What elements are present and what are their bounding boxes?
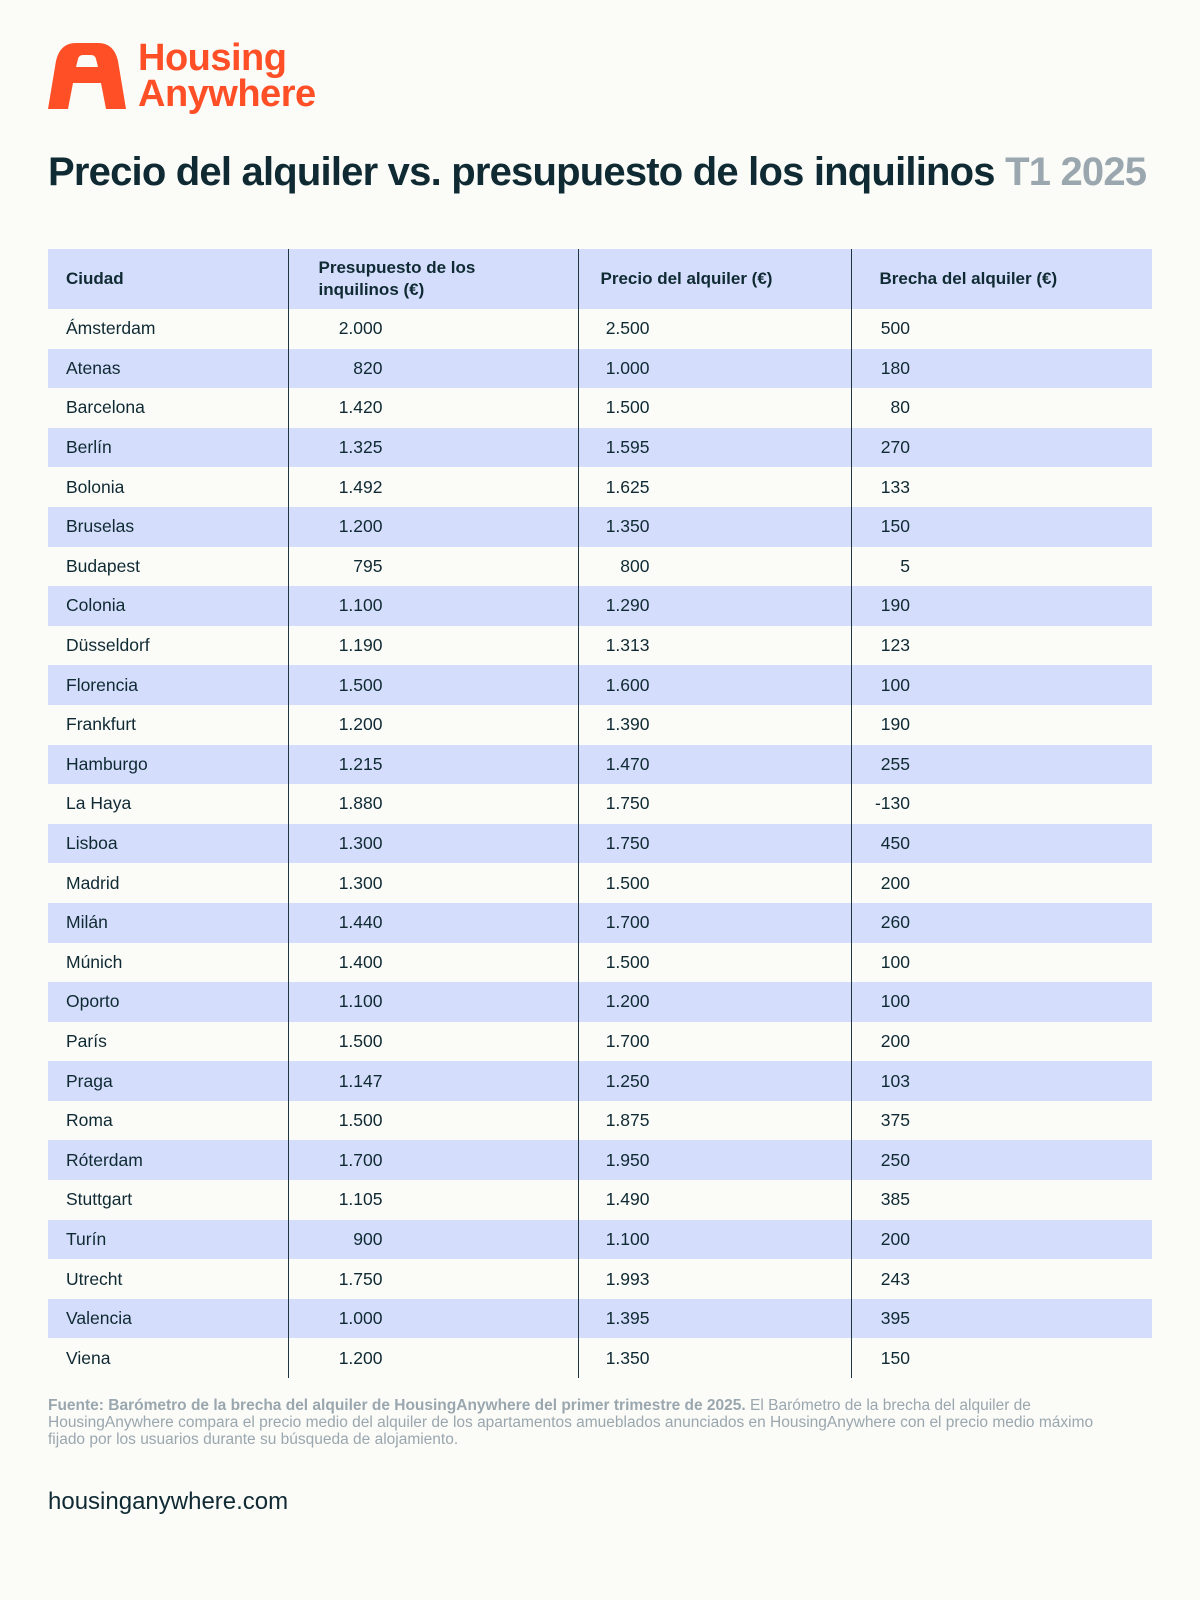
- table-row: [48, 507, 1152, 547]
- cell-city: Colonia: [48, 586, 288, 626]
- cell-gap: 80: [851, 388, 1152, 428]
- cell-gap: 200: [851, 1022, 1152, 1062]
- cell-rent: 1.625: [578, 467, 851, 507]
- cell-city: Valencia: [48, 1299, 288, 1339]
- table-row: [48, 824, 1152, 864]
- cell-budget: 1.300: [288, 863, 578, 903]
- cell-city: Stuttgart: [66, 1189, 133, 1210]
- cell-gap: 250: [851, 1140, 1152, 1180]
- cell-rent: 1.200: [578, 982, 851, 1022]
- cell-budget: 1.105: [288, 1180, 578, 1220]
- cell-budget: 1.880: [288, 784, 578, 824]
- cell-gap: 5: [851, 547, 1152, 587]
- cell-gap: 385: [851, 1180, 1152, 1220]
- cell-budget: 1.700: [288, 1140, 578, 1180]
- cell-rent: 1.470: [578, 745, 851, 785]
- cell-gap: 123: [851, 626, 1152, 666]
- cell-budget: 900: [288, 1220, 578, 1260]
- cell-rent: 1.313: [578, 626, 851, 666]
- table-row: [48, 903, 1152, 943]
- header-budget: Presupuesto de los inquilinos (€): [288, 249, 578, 309]
- cell-gap: 200: [851, 1220, 1152, 1260]
- table-row: [48, 586, 1152, 626]
- cell-city: Turín: [48, 1220, 288, 1260]
- cell-rent: 1.875: [578, 1101, 851, 1141]
- table-row: [48, 1220, 1152, 1260]
- cell-gap: 500: [851, 309, 1152, 349]
- cell-rent: 1.350: [578, 1338, 851, 1378]
- cell-budget: 2.000: [288, 309, 578, 349]
- cell-rent: 2.500: [578, 309, 851, 349]
- cell-budget: 1.325: [288, 428, 578, 468]
- cell-rent: 1.600: [578, 665, 851, 705]
- brand-line1: Housing: [138, 37, 287, 79]
- table-row: [48, 665, 1152, 705]
- source-note: [48, 1397, 1108, 1448]
- cell-rent: 1.390: [578, 705, 851, 745]
- cell-gap: 395: [851, 1299, 1152, 1339]
- cell-rent: 1.490: [578, 1180, 851, 1220]
- cell-gap: 375: [851, 1101, 1152, 1141]
- header-rent: Precio del alquiler (€): [578, 249, 851, 309]
- title-main: Precio del alquiler vs. presupuesto de los inquilinos: [48, 150, 995, 194]
- cell-gap: 103: [851, 1061, 1152, 1101]
- table-row: [48, 705, 1152, 745]
- cell-city: Lisboa: [48, 824, 288, 864]
- brand-logo: [48, 37, 316, 115]
- table-row: [48, 1299, 1152, 1339]
- table-row: [48, 309, 1152, 349]
- cell-city: Bruselas: [48, 507, 288, 547]
- cell-gap: 100: [851, 982, 1152, 1022]
- table-row: [48, 784, 1152, 824]
- cell-city: Budapest: [66, 555, 140, 576]
- cell-gap: 450: [851, 824, 1152, 864]
- cell-gap: 100: [851, 665, 1152, 705]
- cell-city: Viena: [66, 1347, 111, 1368]
- housinganywhere-logo-icon: [48, 43, 126, 109]
- cell-gap: -130: [851, 784, 1152, 824]
- table-row: [48, 388, 1152, 428]
- cell-rent: 1.250: [578, 1061, 851, 1101]
- cell-rent: 1.100: [578, 1220, 851, 1260]
- table-row: [48, 547, 1152, 587]
- cell-city: Múnich: [66, 951, 123, 972]
- page-title: [48, 150, 1146, 195]
- cell-city: Berlín: [48, 428, 288, 468]
- cell-city: Praga: [48, 1061, 288, 1101]
- cell-gap: 133: [851, 467, 1152, 507]
- cell-rent: 1.500: [578, 943, 851, 983]
- cell-city: Barcelona: [66, 397, 145, 418]
- cell-rent: 1.395: [578, 1299, 851, 1339]
- website-url: housinganywhere.com: [48, 1488, 289, 1515]
- cell-city: Oporto: [48, 982, 288, 1022]
- cell-budget: 1.100: [288, 586, 578, 626]
- cell-city: Florencia: [48, 665, 288, 705]
- cell-city: Frankfurt: [66, 714, 137, 735]
- cell-city: Roma: [66, 1110, 113, 1131]
- brand-line2: Anywhere: [138, 73, 316, 115]
- cell-gap: 260: [851, 903, 1152, 943]
- table-row: [48, 428, 1152, 468]
- table-row: [48, 745, 1152, 785]
- table-row: [48, 1101, 1152, 1141]
- cell-rent: 1.700: [578, 903, 851, 943]
- title-period: T1 2025: [1005, 150, 1147, 194]
- cell-gap: 243: [851, 1259, 1152, 1299]
- cell-city: Madrid: [66, 872, 120, 893]
- cell-budget: 1.100: [288, 982, 578, 1022]
- cell-budget: 1.200: [288, 705, 578, 745]
- cell-city: Düsseldorf: [66, 635, 150, 656]
- cell-city: Atenas: [48, 349, 288, 389]
- source-text: El Barómetro de la brecha del alquiler de HousingAnywhere compara el precio medio del alquiler de los apartamentos amueblados anunciados en HousingAnywhere con el precio medio máximo fijado por los usuarios durante su búsqueda de alojamiento.: [48, 1397, 1094, 1448]
- table-row: [48, 1140, 1152, 1180]
- cell-rent: 1.950: [578, 1140, 851, 1180]
- cell-budget: 1.147: [288, 1061, 578, 1101]
- table-header-row: [48, 249, 1152, 309]
- cell-budget: 1.420: [288, 388, 578, 428]
- cell-rent: 1.500: [578, 863, 851, 903]
- cell-rent: 1.000: [578, 349, 851, 389]
- cell-rent: 1.750: [578, 824, 851, 864]
- source-bold: Fuente: Barómetro de la brecha del alquiler de HousingAnywhere del primer trimestre de 2025.: [48, 1397, 746, 1414]
- cell-rent: 1.595: [578, 428, 851, 468]
- cell-rent: 1.993: [578, 1259, 851, 1299]
- table-row: [48, 863, 1152, 903]
- cell-city: Utrecht: [66, 1268, 123, 1289]
- table-row: [48, 1180, 1152, 1220]
- rent-table: [48, 249, 1152, 1378]
- cell-city: París: [66, 1030, 107, 1051]
- cell-rent: 1.700: [578, 1022, 851, 1062]
- table-row: [48, 1259, 1152, 1299]
- cell-gap: 180: [851, 349, 1152, 389]
- cell-rent: 1.500: [578, 388, 851, 428]
- cell-budget: 1.300: [288, 824, 578, 864]
- cell-budget: 1.215: [288, 745, 578, 785]
- table-row: [48, 626, 1152, 666]
- cell-city: Ámsterdam: [66, 318, 156, 339]
- cell-budget: 1.750: [288, 1259, 578, 1299]
- header-city: Ciudad: [48, 249, 288, 309]
- header-gap: Brecha del alquiler (€): [851, 249, 1152, 309]
- cell-budget: 795: [288, 547, 578, 587]
- cell-gap: 255: [851, 745, 1152, 785]
- table-row: [48, 982, 1152, 1022]
- cell-budget: 1.440: [288, 903, 578, 943]
- cell-city: Milán: [48, 903, 288, 943]
- table-row: [48, 1022, 1152, 1062]
- cell-gap: 150: [851, 1338, 1152, 1378]
- cell-budget: 1.200: [288, 507, 578, 547]
- table-row: [48, 1061, 1152, 1101]
- cell-rent: 1.350: [578, 507, 851, 547]
- cell-gap: 270: [851, 428, 1152, 468]
- cell-rent: 1.290: [578, 586, 851, 626]
- cell-gap: 200: [851, 863, 1152, 903]
- brand-wordmark: [138, 37, 316, 115]
- cell-rent: 1.750: [578, 784, 851, 824]
- cell-budget: 1.000: [288, 1299, 578, 1339]
- cell-gap: 100: [851, 943, 1152, 983]
- cell-budget: 1.492: [288, 467, 578, 507]
- table-row: [48, 349, 1152, 389]
- cell-rent: 800: [578, 547, 851, 587]
- table-row: [48, 467, 1152, 507]
- cell-city: Róterdam: [48, 1140, 288, 1180]
- cell-city: Bolonia: [66, 476, 125, 497]
- cell-city: Hamburgo: [48, 745, 288, 785]
- cell-budget: 1.500: [288, 1101, 578, 1141]
- cell-budget: 1.200: [288, 1338, 578, 1378]
- cell-gap: 190: [851, 586, 1152, 626]
- cell-budget: 1.190: [288, 626, 578, 666]
- cell-gap: 190: [851, 705, 1152, 745]
- cell-gap: 150: [851, 507, 1152, 547]
- table-row: [48, 943, 1152, 983]
- cell-budget: 1.500: [288, 1022, 578, 1062]
- cell-budget: 820: [288, 349, 578, 389]
- cell-budget: 1.500: [288, 665, 578, 705]
- cell-city: La Haya: [66, 793, 132, 814]
- cell-budget: 1.400: [288, 943, 578, 983]
- table-row: [48, 1338, 1152, 1378]
